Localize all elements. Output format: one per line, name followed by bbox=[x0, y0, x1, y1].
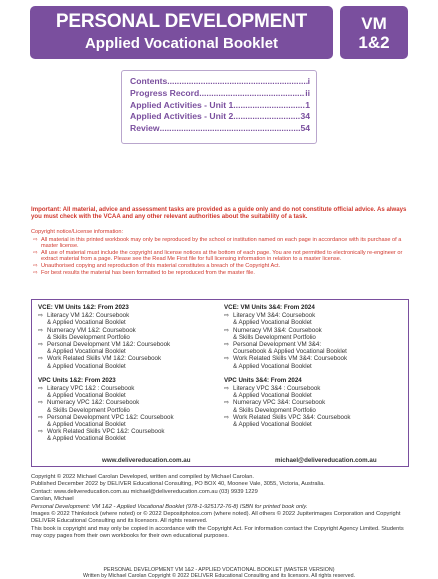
footer-line: Copyright © 2022 Michael Carolan Developed, written and compiled by Michael Carolan. bbox=[31, 474, 254, 480]
arrow-icon: ⇨ bbox=[224, 341, 230, 349]
toc-label: Applied Activities - Unit 2 bbox=[130, 111, 234, 122]
level-badge bbox=[340, 6, 408, 59]
toc-label: Contents bbox=[130, 76, 168, 86]
copyright-item: ⇨ Unauthorised copying and reproduction of this material constitutes a breach of the Copyright Act. bbox=[33, 262, 281, 269]
toc-entry[interactable] bbox=[130, 111, 310, 123]
product-column-right bbox=[224, 304, 406, 428]
toc-page: i bbox=[307, 76, 310, 86]
arrow-icon: ⇨ bbox=[224, 385, 230, 393]
product-item: ⇨ Personal Development VPC 1&2: Coursebook & Applied Vocational Booklet bbox=[38, 413, 174, 429]
product-item: ⇨ Personal Development VM 3&4: Coursebook & Applied Vocational Booklet bbox=[224, 341, 347, 356]
copyright-notice bbox=[31, 229, 411, 276]
footer-line: This book is copyright and may only be copied in accordance with the Copyright Act. For information contact the Copyright Agency Limited. Students may copy pages from their own workbooks for their own educational purposes. bbox=[31, 525, 404, 540]
arrow-icon: ⇨ bbox=[224, 413, 230, 421]
badge-line-2: 1&2 bbox=[358, 33, 390, 52]
product-item: ⇨ Numeracy VPC 3&4: Coursebook & Skills Development Portfolio bbox=[224, 399, 326, 414]
arrow-icon: ⇨ bbox=[38, 326, 44, 334]
product-heading: VPC Units 1&2: From 2023 bbox=[38, 376, 116, 384]
copyright-item: ⇨ All material in this printed workbook may only be reproduced by the school or institution named on each page in accordance with its purchase of a master license. bbox=[33, 236, 402, 250]
product-item: ⇨ Numeracy VPC 1&2: Coursebook & Skills Development Portfolio bbox=[38, 399, 140, 414]
arrow-icon: ⇨ bbox=[33, 249, 38, 256]
important-notice: Important: All material, advice and assessment tasks are provided as a guide only and do not constitute official advice. As always you must check with the VCAA and any other relevant authorities about the suitability of a task. bbox=[31, 206, 407, 221]
arrow-icon: ⇨ bbox=[38, 355, 44, 363]
toc-label: Applied Activities - Unit 1 bbox=[130, 99, 234, 110]
arrow-icon: ⇨ bbox=[38, 428, 44, 436]
booklet-subtitle: Applied Vocational Booklet bbox=[84, 35, 279, 52]
arrow-icon: ⇨ bbox=[33, 269, 38, 276]
table-of-contents bbox=[121, 70, 317, 144]
toc-entry[interactable] bbox=[130, 88, 310, 100]
arrow-icon: ⇨ bbox=[224, 326, 230, 334]
toc-page: 34 bbox=[300, 111, 310, 122]
product-item: ⇨ Work Related Skills VPC 3&4: Coursebook & Applied Vocational Booklet bbox=[224, 413, 351, 429]
publication-details bbox=[31, 474, 413, 541]
toc-label: Progress Record bbox=[130, 87, 200, 98]
toc-label: Review bbox=[130, 123, 160, 134]
footer-line: Carolan, Michael bbox=[31, 496, 74, 503]
product-heading: VCE: VM Units 3&4: From 2024 bbox=[224, 304, 315, 311]
copyright-heading: Copyright notice/License information: bbox=[31, 229, 124, 235]
arrow-icon: ⇨ bbox=[38, 385, 44, 393]
product-item: ⇨ Literacy VPC 3&4 : Coursebook & Applied Vocational Booklet bbox=[224, 385, 321, 400]
footer-title: PERSONAL DEVELOPMENT VM 1&2 - APPLIED VOCATIONAL BOOKLET (MASTER VERSION) bbox=[103, 567, 335, 573]
product-item: ⇨ Numeracy VM 1&2: Coursebook & Skills Development Portfolio bbox=[38, 326, 136, 341]
arrow-icon: ⇨ bbox=[224, 355, 230, 363]
toc-page: 54 bbox=[300, 123, 310, 134]
page-footer bbox=[0, 567, 438, 579]
product-item: ⇨ Literacy VPC 1&2 : Coursebook & Applied Vocational Booklet bbox=[38, 385, 135, 400]
product-item: ⇨ Work Related Skills VM 1&2: Coursebook & Applied Vocational Booklet bbox=[38, 355, 162, 370]
product-item: ⇨ Work Related Skills VPC 1&2: Coursebook & Applied Vocational Booklet bbox=[38, 428, 165, 443]
product-list-box bbox=[31, 299, 409, 467]
arrow-icon: ⇨ bbox=[38, 312, 44, 320]
arrow-icon: ⇨ bbox=[38, 413, 44, 421]
arrow-icon: ⇨ bbox=[224, 399, 230, 407]
toc-page: 1 bbox=[305, 99, 310, 110]
copyright-item: ⇨ For best results the material has been formatted to be reproduced from the master file. bbox=[33, 269, 255, 276]
footer-line: Contact: www.delivereducation.com.au michael@delivereducation.com.au (03) 9939 1229 bbox=[31, 488, 258, 495]
toc-entry[interactable] bbox=[130, 100, 310, 112]
arrow-icon: ⇨ bbox=[38, 341, 44, 349]
footer-line: Published December 2022 by DELIVER Educational Consulting, PO BOX 40, Moonee Vale, 3055, Victoria, Australia. bbox=[31, 481, 325, 488]
product-item: ⇨ Literacy VM 3&4: Coursebook & Applied Vocational Booklet bbox=[224, 312, 316, 327]
footer-copyright: Written by Michael Carolan Copyright © 2022 DELIVER Educational Consulting and its licensors. All rights reserved. bbox=[82, 573, 356, 579]
product-item: ⇨ Personal Development VM 1&2: Coursebook & Applied Vocational Booklet bbox=[38, 341, 171, 356]
product-item: ⇨ Literacy VM 1&2: Coursebook & Applied Vocational Booklet bbox=[38, 312, 130, 327]
booklet-title: PERSONAL DEVELOPMENT bbox=[55, 11, 308, 32]
email-link[interactable]: michael@delivereducation.com.au bbox=[275, 457, 377, 464]
badge-line-1: VM bbox=[361, 14, 387, 33]
product-item: ⇨ Work Related Skills VM 3&4: Coursebook & Applied Vocational Booklet bbox=[224, 355, 348, 370]
copyright-item: ⇨ All use of material must include the copyright and license notices at the bottom of each page. You are not permitted to electronically re-engineer or extract material from a page. Please see the Read Me First file for full licensing information in relation to a master license. bbox=[33, 249, 403, 263]
footer-line: Personal Development: VM 1&2 - Applied Vocational Booklet (978-1-925172-76-8) ISBN for printed book only. bbox=[31, 503, 308, 510]
toc-page: ii bbox=[305, 87, 310, 98]
product-column-left bbox=[38, 304, 220, 443]
product-heading: VCE: VM Units 1&2: From 2023 bbox=[38, 304, 129, 311]
website-link[interactable]: www.delivereducation.com.au bbox=[102, 457, 191, 464]
toc-entry[interactable] bbox=[130, 76, 310, 88]
arrow-icon: ⇨ bbox=[33, 262, 38, 269]
arrow-icon: ⇨ bbox=[224, 312, 230, 320]
arrow-icon: ⇨ bbox=[33, 236, 38, 243]
title-banner bbox=[30, 6, 333, 59]
arrow-icon: ⇨ bbox=[38, 399, 44, 407]
product-heading: VPC Units 3&4: From 2024 bbox=[224, 376, 302, 384]
toc-entry[interactable] bbox=[130, 123, 310, 135]
product-item: ⇨ Numeracy VM 3&4: Coursebook & Skills Development Portfolio bbox=[224, 326, 322, 341]
footer-line: Images © 2022 Thinkstock (where noted) or © 2022 Depositphotos.com (where noted). All others © 2022 Jupiterimages Corporation and Copyright DELIVER Educational Consulting and its licensors. All rights reserved. bbox=[31, 511, 401, 525]
